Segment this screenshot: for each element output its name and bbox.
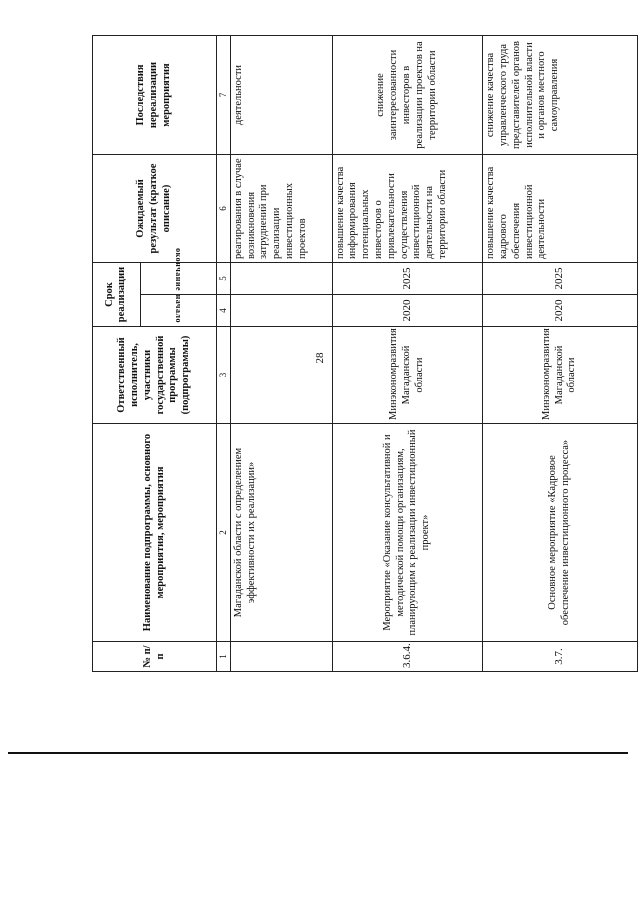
col-index-5: 5 (217, 263, 231, 295)
row-end: 2025 (332, 263, 483, 295)
col-index-4: 4 (217, 295, 231, 327)
header-consequences: Последствия нереализации мероприятия (93, 36, 217, 155)
header-num: № п/п (93, 642, 217, 672)
row-num: 3.7. (483, 642, 638, 672)
row-name: Магаданской области с определением эффективности их реализации» (230, 424, 332, 642)
row-consequences: снижение заинтересованности инвесторов в реализации проектов на территории области (332, 36, 483, 155)
col-index-2: 2 (217, 424, 231, 642)
row-result: повышение качества кадрового обеспечения инвестиционной деятельности (483, 155, 638, 263)
row-executor (230, 327, 332, 424)
column-index-row (217, 36, 231, 672)
header-result: Ожидаемый результат (краткое описание) (93, 155, 217, 263)
col-index-6: 6 (217, 155, 231, 263)
row-executor: Минэкономразвития Магаданской области (483, 327, 638, 424)
table-row (332, 36, 483, 672)
row-start: 2020 (483, 295, 638, 327)
col-index-1: 1 (217, 642, 231, 672)
row-num: 3.6.4. (332, 642, 483, 672)
header-start: начало (140, 295, 216, 327)
row-result: реагирования в случае возникновения затруднений при реализации инвестиционных проектов (230, 155, 332, 263)
table-row (230, 36, 332, 672)
row-num (230, 642, 332, 672)
header-name: Наименование подпрограммы, основного мероприятия, мероприятия (93, 424, 217, 642)
header-period: Срок реализации (93, 263, 141, 327)
row-name: Основное мероприятие «Кадровое обеспечение инвестиционного процесса» (483, 424, 638, 642)
row-executor: Минэкономразвития Магаданской области (332, 327, 483, 424)
row-consequences: снижение качества управленческого труда представителей органов исполнительной власти и органов местного самоуправления (483, 36, 638, 155)
header-end: окончание (140, 263, 216, 295)
col-index-3: 3 (217, 327, 231, 424)
bottom-divider (8, 752, 628, 754)
row-consequences: деятельности (230, 36, 332, 155)
row-start: 2020 (332, 295, 483, 327)
row-name: Мероприятие «Оказание консультативной и методической помощи организациям, планирующим к реализации инвестиционный проект» (332, 424, 483, 642)
col-index-7: 7 (217, 36, 231, 155)
row-end (230, 263, 332, 295)
row-start (230, 295, 332, 327)
row-end: 2025 (483, 263, 638, 295)
header-executor: Ответственный исполнитель, участники государственной программы (подпрограммы) (93, 327, 217, 424)
row-result: повышение качества информирования потенциальных инвесторов о привлекательности осуществления инвестиционной деятельности на территории области (332, 155, 483, 263)
header-row (93, 36, 141, 672)
rotated-table-container (92, 36, 638, 672)
activities-table (92, 35, 638, 672)
page-number: 28 (314, 352, 326, 364)
table-row (483, 36, 638, 672)
